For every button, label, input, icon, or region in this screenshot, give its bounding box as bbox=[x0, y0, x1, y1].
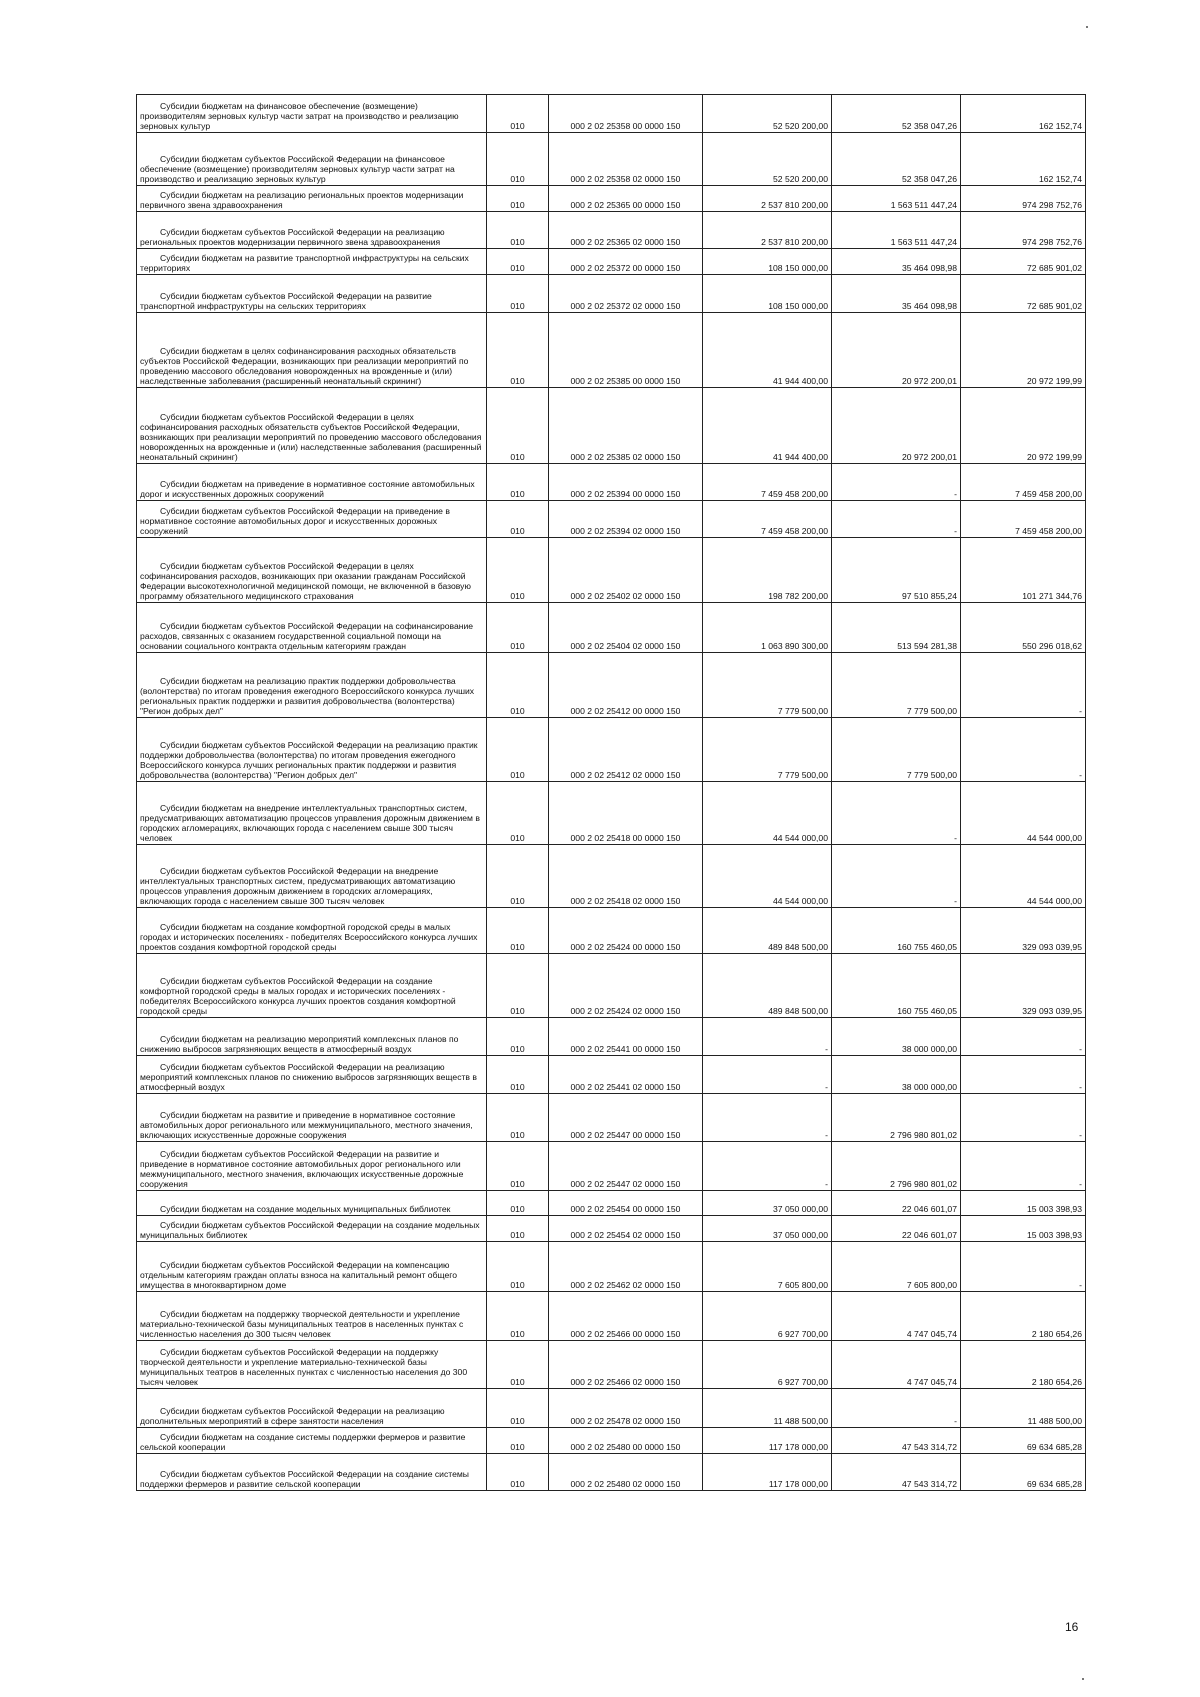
item-name-cell: Субсидии бюджетам на реализацию практик поддержки добровольчества (волонтерства) по итогам проведения ежегодного Всероссийского конкурса лучших региональных практик поддержки и развития добровольчества (волонтерства) "Регион добрых дел" bbox=[137, 653, 487, 718]
table-row bbox=[137, 501, 1086, 538]
budget-code-cell: 000 2 02 25385 02 0000 150 bbox=[549, 388, 703, 464]
executed-amount-cell: 52 358 047,26 bbox=[832, 95, 961, 133]
table-row bbox=[137, 212, 1086, 249]
executed-amount-cell: 35 464 098,98 bbox=[832, 249, 961, 275]
item-name-cell: Субсидии бюджетам на поддержку творческой деятельности и укрепление материально-технической базы муниципальных театров в населенных пунктах с численностью населения до 300 тысяч человек bbox=[137, 1292, 487, 1341]
executed-amount-cell: 38 000 000,00 bbox=[832, 1018, 961, 1056]
budget-table bbox=[136, 94, 1086, 1491]
approved-amount-cell: 37 050 000,00 bbox=[703, 1191, 832, 1216]
approved-amount-cell: 52 520 200,00 bbox=[703, 95, 832, 133]
row-code-cell: 010 bbox=[487, 1454, 549, 1491]
remaining-amount-cell: 2 180 654,26 bbox=[961, 1341, 1086, 1389]
item-name-cell: Субсидии бюджетам субъектов Российской Федерации на компенсацию отдельным категориям граждан оплаты взноса на капитальный ремонт общего имущества в многоквартирном доме bbox=[137, 1242, 487, 1292]
row-code-cell: 010 bbox=[487, 1292, 549, 1341]
item-name-cell: Субсидии бюджетам субъектов Российской Федерации на финансовое обеспечение (возмещение) производителям зерновых культур части затрат на производство и реализацию зерновых культур bbox=[137, 133, 487, 186]
budget-code-cell: 000 2 02 25372 02 0000 150 bbox=[549, 275, 703, 313]
row-code-cell: 010 bbox=[487, 1094, 549, 1142]
budget-code-cell: 000 2 02 25466 00 0000 150 bbox=[549, 1292, 703, 1341]
executed-amount-cell: 1 563 511 447,24 bbox=[832, 186, 961, 212]
executed-amount-cell: 22 046 601,07 bbox=[832, 1216, 961, 1242]
row-code-cell: 010 bbox=[487, 133, 549, 186]
remaining-amount-cell: - bbox=[961, 1142, 1086, 1191]
executed-amount-cell: - bbox=[832, 501, 961, 538]
row-code-cell: 010 bbox=[487, 1216, 549, 1242]
remaining-amount-cell: 2 180 654,26 bbox=[961, 1292, 1086, 1341]
row-code-cell: 010 bbox=[487, 212, 549, 249]
approved-amount-cell: 44 544 000,00 bbox=[703, 845, 832, 908]
table-row bbox=[137, 133, 1086, 186]
budget-code-cell: 000 2 02 25447 00 0000 150 bbox=[549, 1094, 703, 1142]
table-row bbox=[137, 1428, 1086, 1454]
remaining-amount-cell: 162 152,74 bbox=[961, 133, 1086, 186]
item-name-cell: Субсидии бюджетам на создание комфортной городской среды в малых городах и исторических поселениях - победителях Всероссийского конкурса лучших проектов создания комфортной городской среды bbox=[137, 908, 487, 954]
item-name-cell: Субсидии бюджетам субъектов Российской Федерации на развитие транспортной инфраструктуры на сельских территориях bbox=[137, 275, 487, 313]
row-code-cell: 010 bbox=[487, 718, 549, 782]
row-code-cell: 010 bbox=[487, 908, 549, 954]
executed-amount-cell: 2 796 980 801,02 bbox=[832, 1142, 961, 1191]
budget-code-cell: 000 2 02 25462 02 0000 150 bbox=[549, 1242, 703, 1292]
executed-amount-cell: 2 796 980 801,02 bbox=[832, 1094, 961, 1142]
scan-dot bbox=[1082, 1678, 1084, 1680]
table-row bbox=[137, 1191, 1086, 1216]
remaining-amount-cell: 974 298 752,76 bbox=[961, 212, 1086, 249]
table-row bbox=[137, 1216, 1086, 1242]
item-name-cell: Субсидии бюджетам субъектов Российской Федерации на приведение в нормативное состояние автомобильных дорог и искусственных дорожных сооружений bbox=[137, 501, 487, 538]
item-name-cell: Субсидии бюджетам на развитие транспортной инфраструктуры на сельских территориях bbox=[137, 249, 487, 275]
row-code-cell: 010 bbox=[487, 1428, 549, 1454]
item-name-cell: Субсидии бюджетам в целях софинансирования расходных обязательств субъектов Российской Федерации, возникающих при реализации мероприятий по проведению массового обследования новорожденных на врожденные и (или) наследственные заболевания (расширенный неонатальный скрининг) bbox=[137, 313, 487, 388]
budget-code-cell: 000 2 02 25404 02 0000 150 bbox=[549, 603, 703, 653]
remaining-amount-cell: 974 298 752,76 bbox=[961, 186, 1086, 212]
remaining-amount-cell: 72 685 901,02 bbox=[961, 275, 1086, 313]
executed-amount-cell: 7 605 800,00 bbox=[832, 1242, 961, 1292]
table-row bbox=[137, 275, 1086, 313]
executed-amount-cell: 22 046 601,07 bbox=[832, 1191, 961, 1216]
row-code-cell: 010 bbox=[487, 464, 549, 501]
remaining-amount-cell: 69 634 685,28 bbox=[961, 1454, 1086, 1491]
item-name-cell: Субсидии бюджетам субъектов Российской Федерации на реализацию региональных проектов модернизации первичного звена здравоохранения bbox=[137, 212, 487, 249]
table-row bbox=[137, 1389, 1086, 1428]
table-row bbox=[137, 603, 1086, 653]
budget-code-cell: 000 2 02 25394 00 0000 150 bbox=[549, 464, 703, 501]
item-name-cell: Субсидии бюджетам субъектов Российской Федерации в целях софинансирования расходов, возникающих при оказании гражданам Российской Федерации высокотехнологичной медицинской помощи, не включенной в базовую программу обязательного медицинского страхования bbox=[137, 538, 487, 603]
remaining-amount-cell: 329 093 039,95 bbox=[961, 908, 1086, 954]
approved-amount-cell: 7 459 458 200,00 bbox=[703, 464, 832, 501]
executed-amount-cell: - bbox=[832, 1389, 961, 1428]
executed-amount-cell: 20 972 200,01 bbox=[832, 388, 961, 464]
item-name-cell: Субсидии бюджетам на развитие и приведение в нормативное состояние автомобильных дорог регионального или межмуниципального, местного значения, включающих искусственные дорожные сооружения bbox=[137, 1094, 487, 1142]
budget-code-cell: 000 2 02 25454 00 0000 150 bbox=[549, 1191, 703, 1216]
table-row bbox=[137, 782, 1086, 845]
remaining-amount-cell: 44 544 000,00 bbox=[961, 845, 1086, 908]
table-row bbox=[137, 718, 1086, 782]
budget-code-cell: 000 2 02 25402 02 0000 150 bbox=[549, 538, 703, 603]
budget-code-cell: 000 2 02 25418 00 0000 150 bbox=[549, 782, 703, 845]
item-name-cell: Субсидии бюджетам субъектов Российской Федерации на реализацию практик поддержки добровольчества (волонтерства) по итогам проведения ежегодного Всероссийского конкурса лучших региональных практик поддержки и развития добровольчества (волонтерства) "Регион добрых дел" bbox=[137, 718, 487, 782]
executed-amount-cell: 97 510 855,24 bbox=[832, 538, 961, 603]
row-code-cell: 010 bbox=[487, 1389, 549, 1428]
remaining-amount-cell: 11 488 500,00 bbox=[961, 1389, 1086, 1428]
item-name-cell: Субсидии бюджетам на внедрение интеллектуальных транспортных систем, предусматривающих автоматизацию процессов управления дорожным движением в городских агломерациях, включающих города с населением свыше 300 тысяч человек bbox=[137, 782, 487, 845]
remaining-amount-cell: 15 003 398,93 bbox=[961, 1191, 1086, 1216]
budget-code-cell: 000 2 02 25424 02 0000 150 bbox=[549, 954, 703, 1018]
approved-amount-cell: - bbox=[703, 1056, 832, 1094]
approved-amount-cell: 7 779 500,00 bbox=[703, 718, 832, 782]
executed-amount-cell: - bbox=[832, 782, 961, 845]
table-row bbox=[137, 653, 1086, 718]
item-name-cell: Субсидии бюджетам субъектов Российской Федерации на развитие и приведение в нормативное состояние автомобильных дорог регионального или межмуниципального, местного значения, включающих искусственные дорожные сооружения bbox=[137, 1142, 487, 1191]
row-code-cell: 010 bbox=[487, 388, 549, 464]
item-name-cell: Субсидии бюджетам субъектов Российской Федерации на софинансирование расходов, связанных с оказанием государственной социальной помощи на основании социального контракта отдельным категориям граждан bbox=[137, 603, 487, 653]
executed-amount-cell: 38 000 000,00 bbox=[832, 1056, 961, 1094]
row-code-cell: 010 bbox=[487, 1056, 549, 1094]
executed-amount-cell: 52 358 047,26 bbox=[832, 133, 961, 186]
budget-code-cell: 000 2 02 25441 02 0000 150 bbox=[549, 1056, 703, 1094]
approved-amount-cell: 41 944 400,00 bbox=[703, 388, 832, 464]
remaining-amount-cell: - bbox=[961, 718, 1086, 782]
row-code-cell: 010 bbox=[487, 501, 549, 538]
budget-code-cell: 000 2 02 25454 02 0000 150 bbox=[549, 1216, 703, 1242]
budget-code-cell: 000 2 02 25480 00 0000 150 bbox=[549, 1428, 703, 1454]
row-code-cell: 010 bbox=[487, 538, 549, 603]
budget-code-cell: 000 2 02 25365 02 0000 150 bbox=[549, 212, 703, 249]
item-name-cell: Субсидии бюджетам субъектов Российской Федерации на внедрение интеллектуальных транспортных систем, предусматривающих автоматизацию процессов управления дорожным движением в городских агломерациях, включающих города с населением свыше 300 тысяч человек bbox=[137, 845, 487, 908]
executed-amount-cell: 1 563 511 447,24 bbox=[832, 212, 961, 249]
approved-amount-cell: 6 927 700,00 bbox=[703, 1292, 832, 1341]
approved-amount-cell: - bbox=[703, 1094, 832, 1142]
item-name-cell: Субсидии бюджетам на приведение в нормативное состояние автомобильных дорог и искусственных дорожных сооружений bbox=[137, 464, 487, 501]
budget-code-cell: 000 2 02 25412 02 0000 150 bbox=[549, 718, 703, 782]
item-name-cell: Субсидии бюджетам субъектов Российской Федерации на реализацию дополнительных мероприятий в сфере занятости населения bbox=[137, 1389, 487, 1428]
row-code-cell: 010 bbox=[487, 603, 549, 653]
approved-amount-cell: 7 459 458 200,00 bbox=[703, 501, 832, 538]
approved-amount-cell: 2 537 810 200,00 bbox=[703, 212, 832, 249]
remaining-amount-cell: 44 544 000,00 bbox=[961, 782, 1086, 845]
table-body bbox=[137, 95, 1086, 1491]
remaining-amount-cell: - bbox=[961, 1056, 1086, 1094]
approved-amount-cell: 41 944 400,00 bbox=[703, 313, 832, 388]
table-row bbox=[137, 1242, 1086, 1292]
table-row bbox=[137, 95, 1086, 133]
table-row bbox=[137, 249, 1086, 275]
row-code-cell: 010 bbox=[487, 1018, 549, 1056]
item-name-cell: Субсидии бюджетам субъектов Российской Федерации на реализацию мероприятий комплексных планов по снижению выбросов загрязняющих веществ в атмосферный воздух bbox=[137, 1056, 487, 1094]
budget-code-cell: 000 2 02 25358 02 0000 150 bbox=[549, 133, 703, 186]
remaining-amount-cell: - bbox=[961, 1018, 1086, 1056]
approved-amount-cell: 7 605 800,00 bbox=[703, 1242, 832, 1292]
item-name-cell: Субсидии бюджетам на реализацию мероприятий комплексных планов по снижению выбросов загрязняющих веществ в атмосферный воздух bbox=[137, 1018, 487, 1056]
table-row bbox=[137, 1056, 1086, 1094]
budget-code-cell: 000 2 02 25418 02 0000 150 bbox=[549, 845, 703, 908]
table-row bbox=[137, 464, 1086, 501]
approved-amount-cell: - bbox=[703, 1142, 832, 1191]
row-code-cell: 010 bbox=[487, 845, 549, 908]
table-row bbox=[137, 538, 1086, 603]
budget-code-cell: 000 2 02 25447 02 0000 150 bbox=[549, 1142, 703, 1191]
budget-code-cell: 000 2 02 25372 00 0000 150 bbox=[549, 249, 703, 275]
budget-code-cell: 000 2 02 25480 02 0000 150 bbox=[549, 1454, 703, 1491]
executed-amount-cell: 7 779 500,00 bbox=[832, 653, 961, 718]
executed-amount-cell: 47 543 314,72 bbox=[832, 1428, 961, 1454]
item-name-cell: Субсидии бюджетам на реализацию региональных проектов модернизации первичного звена здравоохранения bbox=[137, 186, 487, 212]
budget-code-cell: 000 2 02 25466 02 0000 150 bbox=[549, 1341, 703, 1389]
table-row bbox=[137, 186, 1086, 212]
table-row bbox=[137, 1018, 1086, 1056]
table-row bbox=[137, 1292, 1086, 1341]
approved-amount-cell: 44 544 000,00 bbox=[703, 782, 832, 845]
table-row bbox=[137, 954, 1086, 1018]
approved-amount-cell: 108 150 000,00 bbox=[703, 275, 832, 313]
item-name-cell: Субсидии бюджетам на создание системы поддержки фермеров и развитие сельской кооперации bbox=[137, 1428, 487, 1454]
remaining-amount-cell: 101 271 344,76 bbox=[961, 538, 1086, 603]
remaining-amount-cell: - bbox=[961, 1094, 1086, 1142]
remaining-amount-cell: 550 296 018,62 bbox=[961, 603, 1086, 653]
remaining-amount-cell: 15 003 398,93 bbox=[961, 1216, 1086, 1242]
row-code-cell: 010 bbox=[487, 1191, 549, 1216]
budget-code-cell: 000 2 02 25394 02 0000 150 bbox=[549, 501, 703, 538]
table-row bbox=[137, 1341, 1086, 1389]
item-name-cell: Субсидии бюджетам субъектов Российской Федерации на поддержку творческой деятельности и укрепление материально-технической базы муниципальных театров в населенных пунктах с численностью населения до 300 тысяч человек bbox=[137, 1341, 487, 1389]
approved-amount-cell: 1 063 890 300,00 bbox=[703, 603, 832, 653]
remaining-amount-cell: 69 634 685,28 bbox=[961, 1428, 1086, 1454]
row-code-cell: 010 bbox=[487, 275, 549, 313]
executed-amount-cell: 35 464 098,98 bbox=[832, 275, 961, 313]
approved-amount-cell: 11 488 500,00 bbox=[703, 1389, 832, 1428]
item-name-cell: Субсидии бюджетам на финансовое обеспечение (возмещение) производителям зерновых культур части затрат на производство и реализацию зерновых культур bbox=[137, 95, 487, 133]
approved-amount-cell: 489 848 500,00 bbox=[703, 954, 832, 1018]
approved-amount-cell: 489 848 500,00 bbox=[703, 908, 832, 954]
executed-amount-cell: 160 755 460,05 bbox=[832, 954, 961, 1018]
budget-code-cell: 000 2 02 25412 00 0000 150 bbox=[549, 653, 703, 718]
table-row bbox=[137, 1142, 1086, 1191]
table-row bbox=[137, 1454, 1086, 1491]
executed-amount-cell: 4 747 045,74 bbox=[832, 1341, 961, 1389]
table-row bbox=[137, 908, 1086, 954]
executed-amount-cell: 7 779 500,00 bbox=[832, 718, 961, 782]
budget-code-cell: 000 2 02 25424 00 0000 150 bbox=[549, 908, 703, 954]
budget-code-cell: 000 2 02 25385 00 0000 150 bbox=[549, 313, 703, 388]
row-code-cell: 010 bbox=[487, 249, 549, 275]
table-row bbox=[137, 313, 1086, 388]
remaining-amount-cell: - bbox=[961, 1242, 1086, 1292]
item-name-cell: Субсидии бюджетам субъектов Российской Федерации на создание системы поддержки фермеров и развитие сельской кооперации bbox=[137, 1454, 487, 1491]
item-name-cell: Субсидии бюджетам субъектов Российской Федерации в целях софинансирования расходных обязательств субъектов Российской Федерации, возникающих при реализации мероприятий по проведению массового обследования новорожденных на врожденные и (или) наследственные заболевания (расширенный неонатальный скрининг) bbox=[137, 388, 487, 464]
budget-code-cell: 000 2 02 25365 00 0000 150 bbox=[549, 186, 703, 212]
row-code-cell: 010 bbox=[487, 313, 549, 388]
remaining-amount-cell: - bbox=[961, 653, 1086, 718]
page-number: 16 bbox=[1065, 1620, 1079, 1634]
approved-amount-cell: - bbox=[703, 1018, 832, 1056]
approved-amount-cell: 117 178 000,00 bbox=[703, 1428, 832, 1454]
approved-amount-cell: 2 537 810 200,00 bbox=[703, 186, 832, 212]
remaining-amount-cell: 329 093 039,95 bbox=[961, 954, 1086, 1018]
table-row bbox=[137, 845, 1086, 908]
approved-amount-cell: 117 178 000,00 bbox=[703, 1454, 832, 1491]
table-row bbox=[137, 388, 1086, 464]
remaining-amount-cell: 20 972 199,99 bbox=[961, 313, 1086, 388]
approved-amount-cell: 52 520 200,00 bbox=[703, 133, 832, 186]
row-code-cell: 010 bbox=[487, 1341, 549, 1389]
remaining-amount-cell: 7 459 458 200,00 bbox=[961, 501, 1086, 538]
executed-amount-cell: 20 972 200,01 bbox=[832, 313, 961, 388]
remaining-amount-cell: 7 459 458 200,00 bbox=[961, 464, 1086, 501]
item-name-cell: Субсидии бюджетам на создание модельных муниципальных библиотек bbox=[137, 1191, 487, 1216]
scan-dot bbox=[1086, 26, 1088, 28]
table-row bbox=[137, 1094, 1086, 1142]
executed-amount-cell: - bbox=[832, 464, 961, 501]
approved-amount-cell: 108 150 000,00 bbox=[703, 249, 832, 275]
approved-amount-cell: 37 050 000,00 bbox=[703, 1216, 832, 1242]
row-code-cell: 010 bbox=[487, 1142, 549, 1191]
budget-code-cell: 000 2 02 25478 02 0000 150 bbox=[549, 1389, 703, 1428]
row-code-cell: 010 bbox=[487, 186, 549, 212]
executed-amount-cell: 47 543 314,72 bbox=[832, 1454, 961, 1491]
executed-amount-cell: - bbox=[832, 845, 961, 908]
row-code-cell: 010 bbox=[487, 782, 549, 845]
approved-amount-cell: 6 927 700,00 bbox=[703, 1341, 832, 1389]
remaining-amount-cell: 162 152,74 bbox=[961, 95, 1086, 133]
executed-amount-cell: 513 594 281,38 bbox=[832, 603, 961, 653]
remaining-amount-cell: 72 685 901,02 bbox=[961, 249, 1086, 275]
row-code-cell: 010 bbox=[487, 954, 549, 1018]
budget-code-cell: 000 2 02 25441 00 0000 150 bbox=[549, 1018, 703, 1056]
item-name-cell: Субсидии бюджетам субъектов Российской Федерации на создание модельных муниципальных библиотек bbox=[137, 1216, 487, 1242]
executed-amount-cell: 4 747 045,74 bbox=[832, 1292, 961, 1341]
approved-amount-cell: 198 782 200,00 bbox=[703, 538, 832, 603]
approved-amount-cell: 7 779 500,00 bbox=[703, 653, 832, 718]
budget-code-cell: 000 2 02 25358 00 0000 150 bbox=[549, 95, 703, 133]
remaining-amount-cell: 20 972 199,99 bbox=[961, 388, 1086, 464]
executed-amount-cell: 160 755 460,05 bbox=[832, 908, 961, 954]
item-name-cell: Субсидии бюджетам субъектов Российской Федерации на создание комфортной городской среды в малых городах и исторических поселениях - победителях Всероссийского конкурса лучших проектов создания комфортной городской среды bbox=[137, 954, 487, 1018]
row-code-cell: 010 bbox=[487, 653, 549, 718]
row-code-cell: 010 bbox=[487, 95, 549, 133]
row-code-cell: 010 bbox=[487, 1242, 549, 1292]
